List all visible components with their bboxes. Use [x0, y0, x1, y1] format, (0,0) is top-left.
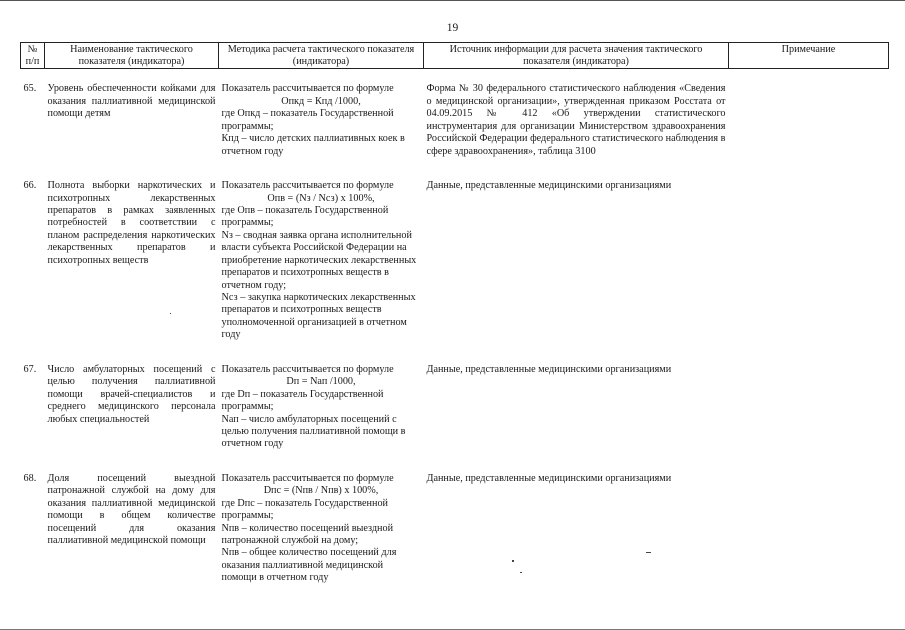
information-source: Форма № 30 федерального статистического наблюдения «Сведения о медицинской организации», утвержденная приказом Росстата от 04.09.2015 № 412 «Об утверждении статистического инструментария для организации Министерством здравоохранения Российской Федерации федерального статистического наблюдения в сфере здравоохранения», таблица 3100	[426, 83, 726, 157]
method-line: где Опв – показатель Государственной программы;	[221, 204, 389, 229]
method-line: где Dпс – показатель Государственной программы;	[221, 497, 389, 522]
information-source: Данные, представленные медицинскими организациями	[426, 180, 672, 192]
method-formula: Dпс = (Nпв / Nпв) х 100%,	[263, 485, 379, 497]
method-intro: Показатель рассчитывается по формуле	[221, 83, 394, 95]
row-number: 66.	[23, 180, 37, 192]
indicator-name: Число амбулаторных посещений с целью получения паллиативной помощи врачей-специалистов и среднего медицинского персонала любых специальностей	[47, 363, 216, 425]
calculation-method	[219, 364, 424, 473]
method-line: Кпд – число детских паллиативных коек в отчетном году	[221, 133, 405, 157]
header-method: Методика расчета тактического показателя (индикатора)	[219, 43, 424, 69]
table-row	[21, 180, 889, 364]
row-number: 68.	[23, 472, 37, 484]
header-name: Наименование тактического показателя (индикатора)	[45, 43, 219, 69]
method-line: Nсз – закупка наркотических лекарственных препаратов и психотропных веществ уполномоченной организацией в отчетном году	[221, 292, 416, 341]
method-line: где Dп – показатель Государственной программы;	[221, 388, 384, 413]
table-header-row	[21, 43, 889, 69]
note	[729, 473, 889, 607]
method-intro: Показатель рассчитывается по формуле	[221, 180, 394, 192]
scan-top-edge	[0, 0, 905, 6]
scan-speck	[646, 552, 651, 553]
row-number: 65.	[23, 83, 37, 95]
method-formula: Dп = Nап /1000,	[286, 376, 356, 388]
information-source: Данные, представленные медицинскими организациями	[426, 472, 672, 484]
indicators-table	[20, 42, 889, 607]
table-row	[21, 364, 889, 473]
method-line: Nпв – общее количество посещений для оказания паллиативной медицинской помощи в отчетном году	[221, 547, 397, 584]
method-intro: Показатель рассчитывается по формуле	[221, 363, 394, 375]
scan-speck	[170, 313, 171, 314]
note	[729, 364, 889, 473]
indicator-name: Уровень обеспеченности койками для оказания паллиативной медицинской помощи детям	[47, 83, 216, 120]
scan-bottom-edge	[0, 626, 905, 630]
indicator-name: Доля посещений выездной патронажной службой на дому для оказания паллиативной медицинской помощи в общем количестве посещений для оказания паллиативной медицинской помощи	[47, 472, 216, 546]
method-formula: Опкд = Кпд /1000,	[281, 95, 361, 107]
header-note: Примечание	[729, 43, 889, 69]
calculation-method	[219, 473, 424, 607]
calculation-method	[219, 180, 424, 364]
table-row	[21, 473, 889, 607]
header-num: № п/п	[21, 43, 45, 69]
method-line: Nз – сводная заявка органа исполнительной власти субъекта Российской Федерации на приобретение наркотических лекарственных препаратов и психотропных веществ в отчетном году;	[221, 229, 417, 291]
information-source: Данные, представленные медицинскими организациями	[426, 363, 672, 375]
method-line: Nап – число амбулаторных посещений с целью получения паллиативной помощи в отчетном году	[221, 413, 406, 450]
note	[729, 83, 889, 180]
table-row	[21, 83, 889, 180]
row-number: 67.	[23, 363, 37, 375]
method-line: где Опкд – показатель Государственной программы;	[221, 108, 394, 132]
method-intro: Показатель рассчитывается по формуле	[221, 472, 394, 484]
note	[729, 180, 889, 364]
page-number: 19	[446, 22, 459, 34]
method-formula: Опв = (Nз / Nсз) х 100%,	[267, 192, 375, 204]
scan-speck	[512, 560, 514, 562]
scan-speck	[520, 572, 522, 573]
header-source: Источник информации для расчета значения тактического показателя (индикатора)	[424, 43, 729, 69]
calculation-method	[219, 83, 424, 180]
method-line: Nпв – количество посещений выездной патронажной службой на дому;	[221, 522, 394, 546]
indicator-name: Полнота выборки наркотических и психотропных лекарственных препаратов в рамках заявленных потребностей в соответствии с планом распределения наркотических лекарственных препаратов и психотропных веществ	[47, 180, 216, 266]
